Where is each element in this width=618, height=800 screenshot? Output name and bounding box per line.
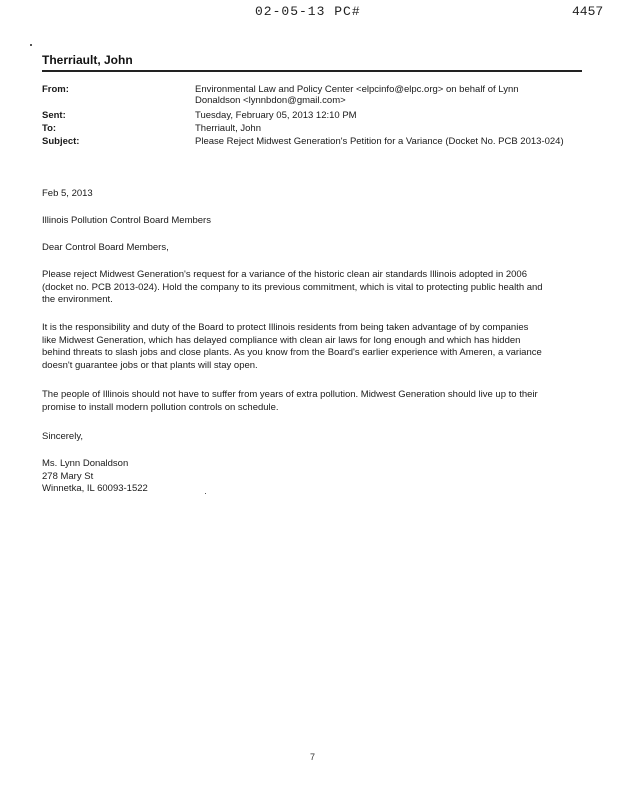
paragraph-line: (docket no. PCB 2013-024). Hold the company to its previous commitment, which is vital to protecting public health and — [42, 281, 543, 293]
stamp-page-number: 4457 — [572, 4, 604, 19]
footer-page-number: 7 — [310, 752, 316, 762]
paragraph-line: promise to install modern pollution controls on schedule. — [42, 401, 279, 413]
letter-recipient: Illinois Pollution Control Board Members — [42, 215, 211, 226]
header-divider — [42, 70, 582, 72]
paragraph-line: It is the responsibility and duty of the Board to protect Illinois residents from being taken advantage of by companies — [42, 322, 529, 333]
sent-label: Sent: — [42, 110, 66, 121]
letter-closing: Sincerely, — [42, 431, 84, 442]
paragraph-line: The people of Illinois should not have to suffer from years of extra pollution. Midwest Generation should live up to their — [42, 389, 538, 400]
from-label: From: — [42, 84, 69, 95]
paragraph-line: behind threats to slash jobs and close plants. As you know from the Board's earlier experience with Ameren, a variance — [42, 347, 542, 359]
paragraph-board-duty — [42, 322, 587, 372]
to-label: To: — [42, 123, 57, 134]
from-value-line: Environmental Law and Policy Center <elpcinfo@elpc.org> on behalf of Lynn — [195, 84, 519, 95]
from-value — [195, 84, 585, 106]
signer-street: 278 Mary St — [42, 470, 94, 482]
from-value-line: Donaldson <lynnbdon@gmail.com> — [195, 95, 346, 106]
to-value: Therriault, John — [195, 123, 262, 134]
paragraph-line: like Midwest Generation, which has delayed compliance with clean air laws for long enough and which has hidden — [42, 334, 521, 346]
scan-speck — [205, 493, 206, 494]
letter-salutation: Dear Control Board Members, — [42, 242, 169, 253]
docket-stamp: 02-05-13 PC# — [255, 4, 361, 19]
sent-value: Tuesday, February 05, 2013 12:10 PM — [195, 110, 357, 121]
email-sender-name: Therriault, John — [42, 53, 133, 67]
signer-name: Ms. Lynn Donaldson — [42, 458, 129, 469]
paragraph-pollution — [42, 389, 587, 414]
paragraph-line: Please reject Midwest Generation's request for a variance of the historic clean air standards Illinois adopted in 2006 — [42, 269, 527, 280]
paragraph-variance-request — [42, 269, 587, 307]
paragraph-line: doesn't guarantee jobs or that plants will stay open. — [42, 359, 258, 371]
signer-city: Winnetka, IL 60093-1522 — [42, 483, 148, 495]
subject-value: Please Reject Midwest Generation's Petition for a Variance (Docket No. PCB 2013-024) — [195, 136, 564, 147]
subject-label: Subject: — [42, 136, 80, 147]
scan-speck — [30, 44, 32, 46]
signature-block — [42, 458, 587, 496]
paragraph-line: the environment. — [42, 294, 113, 306]
letter-date: Feb 5, 2013 — [42, 188, 93, 199]
